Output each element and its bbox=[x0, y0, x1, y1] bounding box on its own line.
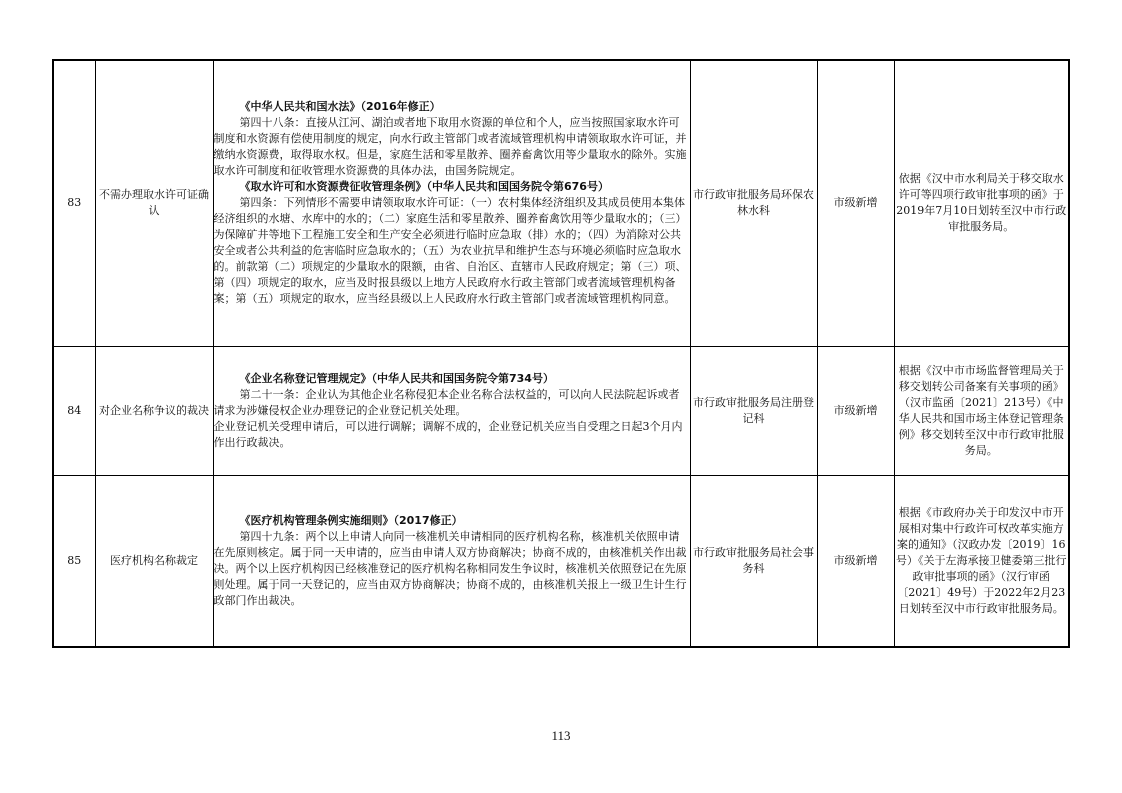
row-number: 84 bbox=[53, 346, 95, 475]
table-row bbox=[53, 475, 1069, 647]
page-number: 113 bbox=[551, 728, 571, 743]
items-table bbox=[52, 59, 1070, 648]
law-article: 第四条：下列情形不需要申请领取取水许可证：（一）农村集体经济组织及其成员使用本集体经济组织的水塘、水库中的水的；（二）家庭生活和零星散养、圈养畜禽饮用等少量取水的；（三）为保障矿井等地下工程施工安全和生产安全必须进行临时应急取（排）水的；（四）为消除对公共安全或者公共利益的危害临时应急取水的；（五）为农业抗旱和维护生态与环境必须临时应急取水的。前款第（二）项规定的少量取水的限额，由省、自治区、直辖市人民政府规定；第（三）项、第（四）项规定的取水，应当及时报县级以上地方人民政府水行政主管部门或者流域管理机构备案；第（五）项规定的取水，应当经县级以上人民政府水行政主管部门或者流域管理机构同意。 bbox=[213, 196, 687, 306]
item-name: 不需办理取水许可证确认 bbox=[95, 60, 213, 346]
department: 市行政审批服务局社会事务科 bbox=[690, 475, 817, 647]
adjustment-basis: 根据《汉中市市场监督管理局关于移交划转公司备案有关事项的函》（汉市监函〔2021〕213号）《中华人民共和国市场主体登记管理条例》移交划转至汉中市行政审批服务局。 bbox=[894, 346, 1069, 475]
change-type: 市级新增 bbox=[817, 475, 894, 647]
department: 市行政审批服务局注册登记科 bbox=[690, 346, 817, 475]
adjustment-basis: 根据《市政府办关于印发汉中市开展相对集中行政许可权改革实施方案的通知》（汉政办发〔2019〕16号）《关于左海承接卫健委第三批行政审批事项的函》（汉行审函〔2021〕49号）于2022年2月23日划转至汉中市行政审批服务局。 bbox=[894, 475, 1069, 647]
law-title: 《中华人民共和国水法》（2016年修正） bbox=[239, 100, 441, 114]
table-row bbox=[53, 60, 1069, 346]
row-number: 85 bbox=[53, 475, 95, 647]
legal-basis-content bbox=[213, 60, 690, 346]
law-article: 第四十八条：直接从江河、湖泊或者地下取用水资源的单位和个人，应当按照国家取水许可制度和水资源有偿使用制度的规定，向水行政主管部门或者流域管理机构申请领取取水许可证，并缴纳水资源费，取得取水权。但是，家庭生活和零星散养、圈养畜禽饮用等少量取水的除外。实施取水许可制度和征收管理水资源费的具体办法，由国务院规定。 bbox=[213, 116, 687, 178]
change-type: 市级新增 bbox=[817, 346, 894, 475]
legal-basis-content bbox=[213, 475, 690, 647]
law-article: 第二十一条：企业认为其他企业名称侵犯本企业名称合法权益的，可以向人民法院起诉或者请求为涉嫌侵权企业办理登记的企业登记机关处理。 bbox=[213, 387, 680, 417]
change-type: 市级新增 bbox=[817, 60, 894, 346]
table-row bbox=[53, 346, 1069, 475]
legal-basis-content bbox=[213, 346, 690, 475]
law-title: 《医疗机构管理条例实施细则》（2017修正） bbox=[239, 513, 463, 527]
department: 市行政审批服务局环保农林水科 bbox=[690, 60, 817, 346]
item-name: 医疗机构名称裁定 bbox=[95, 475, 213, 647]
item-name: 对企业名称争议的裁决 bbox=[95, 346, 213, 475]
law-title: 《企业名称登记管理规定》（中华人民共和国国务院令第734号） bbox=[239, 371, 554, 385]
law-article-extra: 企业登记机关受理申请后，可以进行调解；调解不成的，企业登记机关应当自受理之日起3个月内作出行政裁决。 bbox=[213, 419, 683, 449]
row-number: 83 bbox=[53, 60, 95, 346]
law-title: 《取水许可和水资源费征收管理条例》（中华人民共和国国务院令第676号） bbox=[239, 180, 609, 194]
adjustment-basis: 依据《汉中市水利局关于移交取水许可等四项行政审批事项的函》于2019年7月10日划转至汉中市行政审批服务局。 bbox=[894, 60, 1069, 346]
law-article: 第四十九条：两个以上申请人向同一核准机关申请相同的医疗机构名称，核准机关依照申请在先原则核定。属于同一天申请的，应当由申请人双方协商解决；协商不成的，由核准机关作出裁决。两个以上医疗机构因已经核准登记的医疗机构名称相同发生争议时，核准机关依照登记在先原则处理。属于同一天登记的，应当由双方协商解决；协商不成的，由核准机关报上一级卫生计生行政部门作出裁决。 bbox=[213, 529, 687, 607]
